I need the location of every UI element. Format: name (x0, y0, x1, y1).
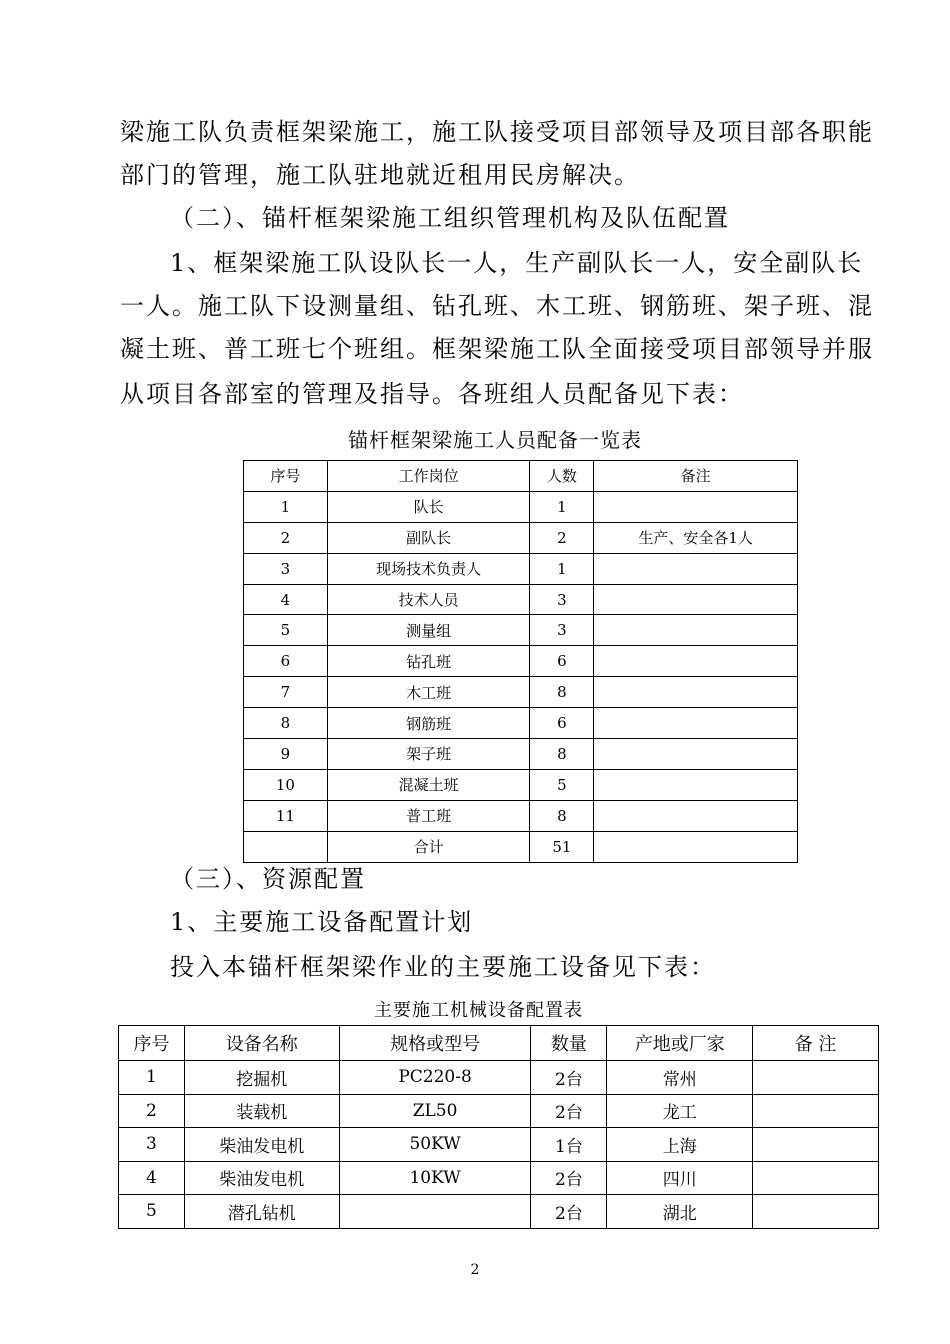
table-cell (594, 831, 798, 862)
table-cell: 11 (244, 800, 328, 831)
table-row (244, 769, 798, 800)
section-heading: （二）、锚杆框架梁施工组织管理机构及队伍配置 (170, 204, 730, 232)
table-cell (594, 584, 798, 615)
table-cell: 5 (530, 769, 594, 800)
table-cell (594, 646, 798, 677)
header-cell: 序号 (244, 461, 328, 492)
table-cell (339, 1195, 531, 1229)
table-cell: 6 (530, 646, 594, 677)
table-cell (244, 831, 328, 862)
subsection-heading: 1、主要施工设备配置计划 (170, 908, 474, 936)
table-cell: 架子班 (327, 739, 530, 770)
table-cell: 4 (244, 584, 328, 615)
table-cell: 2 (530, 522, 594, 553)
table-cell: 常州 (607, 1061, 753, 1095)
table-row (244, 708, 798, 739)
header-cell: 备注 (594, 461, 798, 492)
table-cell: 10KW (339, 1161, 531, 1195)
table-cell: 钻孔班 (327, 646, 530, 677)
paragraph-line: 梁施工队负责框架梁施工，施工队接受项目部领导及项目部各职能 (120, 118, 874, 146)
table-cell: 1 (530, 553, 594, 584)
table-cell: 1 (530, 491, 594, 522)
table-row (119, 1061, 879, 1095)
table-cell (753, 1161, 879, 1195)
table-cell: 龙工 (607, 1094, 753, 1128)
table-row (244, 491, 798, 522)
table-cell (594, 491, 798, 522)
table-cell: 51 (530, 831, 594, 862)
table-header-row (244, 461, 798, 492)
table-cell: 湖北 (607, 1195, 753, 1229)
table-cell: 3 (244, 553, 328, 584)
table-cell: 装载机 (184, 1094, 339, 1128)
table-cell: 2台 (531, 1061, 607, 1095)
table-cell: 钢筋班 (327, 708, 530, 739)
table-cell (594, 800, 798, 831)
table-cell: 现场技术负责人 (327, 553, 530, 584)
table-cell: 技术人员 (327, 584, 530, 615)
table-cell: 10 (244, 769, 328, 800)
table-row (244, 800, 798, 831)
table-cell (594, 769, 798, 800)
table-cell: 8 (244, 708, 328, 739)
table-cell: 1 (119, 1061, 185, 1095)
table-cell: 木工班 (327, 677, 530, 708)
table-cell (594, 677, 798, 708)
table-cell: 9 (244, 739, 328, 770)
table-cell: 柴油发电机 (184, 1128, 339, 1162)
table-cell: 6 (530, 708, 594, 739)
table-cell: 3 (530, 615, 594, 646)
table-cell: 挖掘机 (184, 1061, 339, 1095)
header-cell: 序号 (119, 1026, 185, 1061)
table-cell: 副队长 (327, 522, 530, 553)
table-cell: 5 (119, 1195, 185, 1229)
table-cell (594, 708, 798, 739)
staff-table-caption: 锚杆框架梁施工人员配备一览表 (348, 428, 642, 452)
table-cell: 测量组 (327, 615, 530, 646)
header-cell: 设备名称 (184, 1026, 339, 1061)
header-cell: 数量 (531, 1026, 607, 1061)
table-cell: 2台 (531, 1094, 607, 1128)
table-row (244, 615, 798, 646)
table-cell: 混凝土班 (327, 769, 530, 800)
table-cell: 8 (530, 800, 594, 831)
table-cell: 3 (530, 584, 594, 615)
table-cell: PC220-8 (339, 1061, 531, 1095)
table-row (119, 1161, 879, 1195)
table-cell: 3 (119, 1128, 185, 1162)
table-header-row (119, 1026, 879, 1061)
table-cell: 7 (244, 677, 328, 708)
equipment-table (118, 1025, 879, 1229)
table-cell: 队长 (327, 491, 530, 522)
header-cell: 备 注 (753, 1026, 879, 1061)
table-row (244, 677, 798, 708)
table-row (244, 584, 798, 615)
table-cell: 四川 (607, 1161, 753, 1195)
table-cell: 6 (244, 646, 328, 677)
table-cell: 4 (119, 1161, 185, 1195)
page-number: 2 (470, 1262, 480, 1278)
table-cell (753, 1128, 879, 1162)
table-cell (753, 1094, 879, 1128)
table-cell (594, 553, 798, 584)
table-cell: 潜孔钻机 (184, 1195, 339, 1229)
table-row (244, 646, 798, 677)
table-row (244, 739, 798, 770)
table-cell: 8 (530, 739, 594, 770)
table-row (244, 831, 798, 862)
table-cell: 1台 (531, 1128, 607, 1162)
table-cell: 柴油发电机 (184, 1161, 339, 1195)
table-row (119, 1195, 879, 1229)
equip-table-caption: 主要施工机械设备配置表 (374, 1000, 583, 1021)
section-heading: （三）、资源配置 (170, 865, 366, 893)
table-cell: 2台 (531, 1195, 607, 1229)
header-cell: 规格或型号 (339, 1026, 531, 1061)
table-cell: 8 (530, 677, 594, 708)
table-cell: ZL50 (339, 1094, 531, 1128)
staff-table (243, 460, 798, 863)
header-cell: 人数 (530, 461, 594, 492)
table-cell: 合计 (327, 831, 530, 862)
table-cell (753, 1061, 879, 1095)
header-cell: 产地或厂家 (607, 1026, 753, 1061)
paragraph-line: 一人。施工队下设测量组、钻孔班、木工班、钢筋班、架子班、混 (120, 292, 874, 320)
table-cell: 2台 (531, 1161, 607, 1195)
table-row (244, 522, 798, 553)
paragraph-line: 部门的管理，施工队驻地就近租用民房解决。 (120, 161, 640, 189)
table-row (119, 1128, 879, 1162)
table-cell: 上海 (607, 1128, 753, 1162)
paragraph-line: 1、框架梁施工队设队长一人，生产副队长一人，安全副队长 (170, 249, 864, 277)
table-cell: 生产、安全各1人 (594, 522, 798, 553)
paragraph-line: 凝土班、普工班七个班组。框架梁施工队全面接受项目部领导并服 (120, 335, 874, 363)
paragraph-line: 投入本锚杆框架梁作业的主要施工设备见下表： (170, 953, 716, 981)
table-cell (753, 1195, 879, 1229)
table-cell: 2 (119, 1094, 185, 1128)
table-cell: 1 (244, 491, 328, 522)
table-cell: 5 (244, 615, 328, 646)
header-cell: 工作岗位 (327, 461, 530, 492)
table-row (244, 553, 798, 584)
table-cell (594, 739, 798, 770)
table-cell: 2 (244, 522, 328, 553)
table-cell (594, 615, 798, 646)
table-cell: 50KW (339, 1128, 531, 1162)
table-cell: 普工班 (327, 800, 530, 831)
paragraph-line: 从项目各部室的管理及指导。各班组人员配备见下表： (120, 380, 744, 408)
table-row (119, 1094, 879, 1128)
